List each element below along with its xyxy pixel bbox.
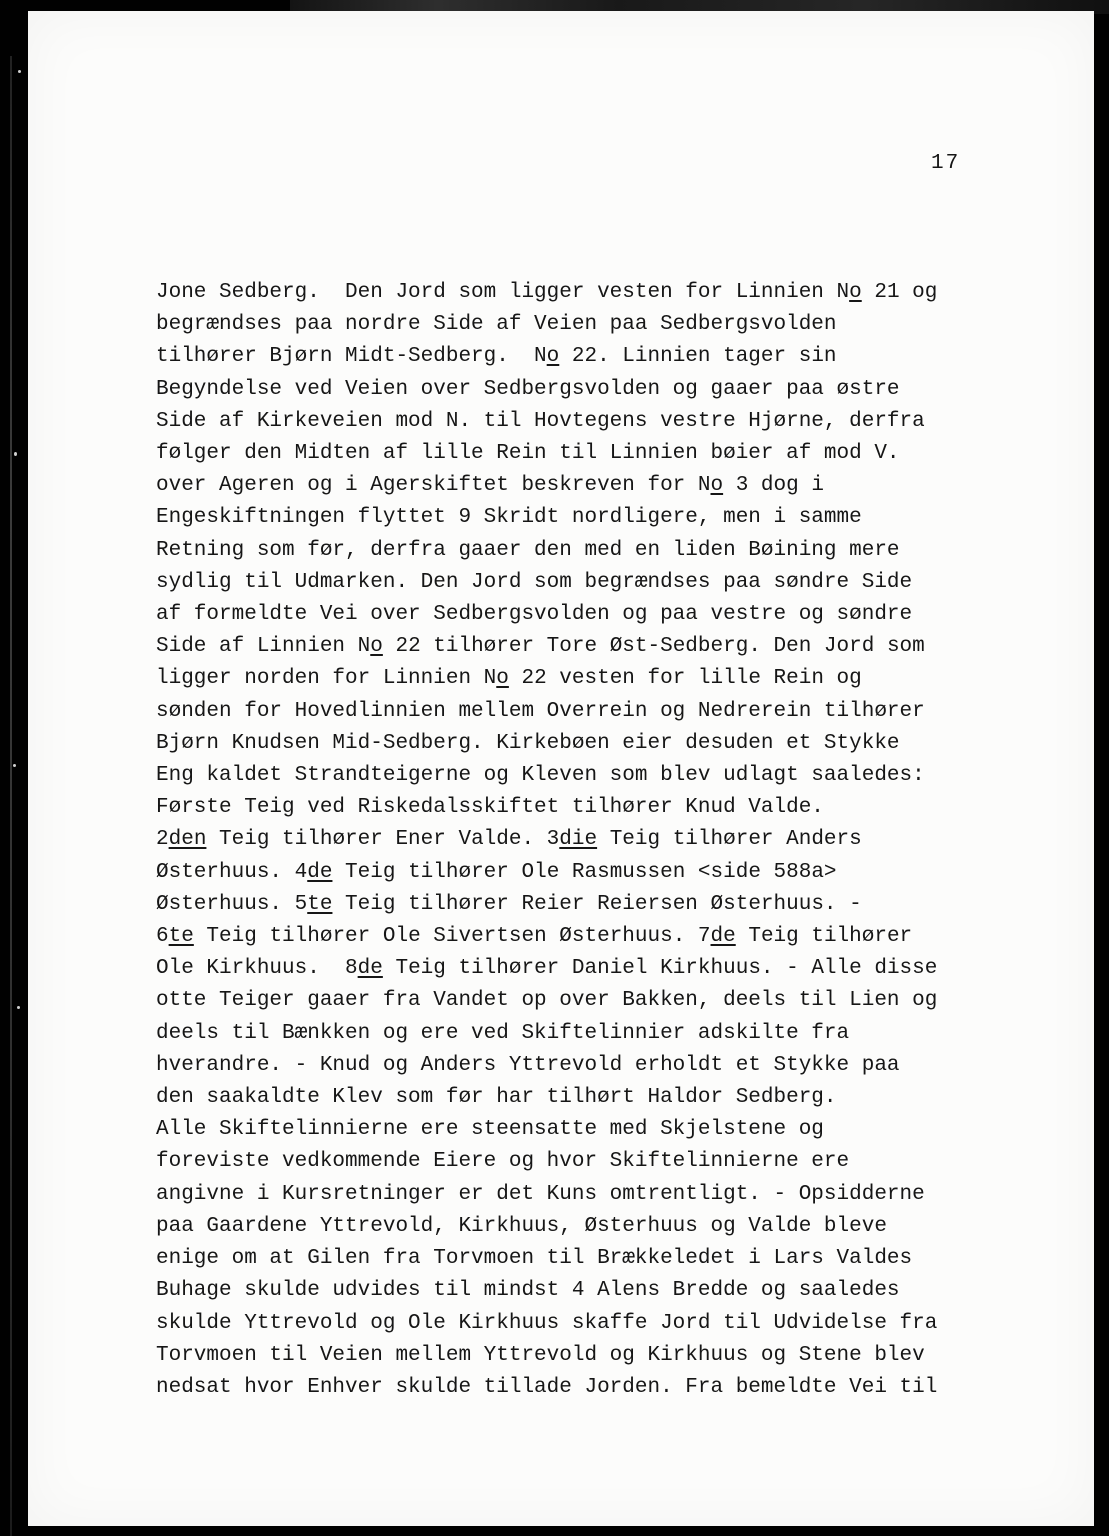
underlined-text: o: [370, 635, 383, 659]
underlined-text: te: [307, 892, 333, 916]
text-line: Begyndelse ved Veien over Sedbergsvolden og gaaer paa østre: [156, 377, 900, 401]
scan-artifact-speck: [13, 764, 16, 767]
text-line: nedsat hvor Enhver skulde tillade Jorden. Fra bemeldte Vei til: [156, 1375, 938, 1399]
page-number: 17: [931, 152, 961, 175]
scan-artifact-speck: [18, 70, 21, 73]
document-page: [28, 11, 1094, 1526]
text-line: tilhører Bjørn Midt-Sedberg. No 22. Linnien tager sin: [156, 345, 837, 369]
text-line: sydlig til Udmarken. Den Jord som begrændses paa søndre Side: [156, 570, 913, 594]
underlined-text: de: [307, 860, 333, 884]
text-line: Buhage skulde udvides til mindst 4 Alens Bredde og saaledes: [156, 1279, 900, 1303]
text-line: 6te Teig tilhører Ole Sivertsen Østerhuus. 7de Teig tilhører: [156, 925, 913, 949]
text-line: over Ageren og i Agerskiftet beskreven for No 3 dog i: [156, 474, 824, 498]
scan-artifact-speck: [17, 1006, 20, 1009]
scan-artifact-speck: [14, 452, 17, 456]
text-line: Engeskiftningen flyttet 9 Skridt nordligere, men i samme: [156, 506, 862, 530]
text-line: Østerhuus. 4de Teig tilhører Ole Rasmussen <side 588a>: [156, 860, 837, 884]
underlined-text: te: [168, 925, 194, 949]
text-line: enige om at Gilen fra Torvmoen til Brækkeledet i Lars Valdes: [156, 1247, 913, 1271]
text-line: angivne i Kursretninger er det Kuns omtrentligt. - Opsidderne: [156, 1182, 925, 1206]
document-text: [156, 277, 937, 1404]
underlined-text: o: [710, 474, 724, 498]
text-line: ligger norden for Linnien No 22 vesten for lille Rein og: [156, 667, 862, 691]
underlined-text: o: [546, 345, 560, 369]
text-line: Bjørn Knudsen Mid-Sedberg. Kirkebøen eier desuden et Stykke: [156, 731, 900, 755]
underlined-text: die: [559, 828, 598, 852]
text-line: følger den Midten af lille Rein til Linnien bøier af mod V.: [156, 442, 900, 466]
underlined-text: de: [357, 957, 383, 981]
text-line: 2den Teig tilhører Ener Valde. 3die Teig tilhører Anders: [156, 828, 862, 852]
text-line: Første Teig ved Riskedalsskiftet tilhører Knud Valde.: [156, 796, 824, 820]
text-line: af formeldte Vei over Sedbergsvolden og paa vestre og søndre: [156, 603, 913, 627]
text-line: Jone Sedberg. Den Jord som ligger vesten for Linnien No 21 og: [156, 281, 938, 304]
text-line: Torvmoen til Veien mellem Yttrevold og Kirkhuus og Stene blev: [156, 1343, 925, 1367]
text-line: Side af Linnien No 22 tilhører Tore Øst-Sedberg. Den Jord som: [156, 635, 925, 659]
underlined-text: o: [496, 667, 509, 691]
underlined-text: o: [849, 281, 862, 304]
underlined-text: de: [710, 925, 736, 949]
text-line: den saakaldte Klev som før har tilhørt Haldor Sedberg.: [156, 1086, 837, 1110]
text-line: otte Teiger gaaer fra Vandet op over Bakken, deels til Lien og: [156, 989, 938, 1013]
text-line: Eng kaldet Strandteigerne og Kleven som blev udlagt saaledes:: [156, 764, 925, 788]
text-line: Østerhuus. 5te Teig tilhører Reier Reiersen Østerhuus. -: [156, 892, 862, 916]
underlined-text: den: [168, 828, 207, 852]
text-line: paa Gaardene Yttrevold, Kirkhuus, Østerhuus og Valde bleve: [156, 1214, 887, 1238]
text-line: Alle Skiftelinnierne ere steensatte med Skjelstene og: [156, 1118, 824, 1142]
text-line: sønden for Hovedlinnien mellem Overrein og Nedrerein tilhører: [156, 699, 925, 723]
text-line: deels til Bænkken og ere ved Skiftelinnier adskilte fra: [156, 1021, 850, 1045]
text-line: hverandre. - Knud og Anders Yttrevold erholdt et Stykke paa: [156, 1053, 900, 1077]
text-line: Ole Kirkhuus. 8de Teig tilhører Daniel Kirkhuus. - Alle disse: [156, 957, 938, 981]
text-line: foreviste vedkommende Eiere og hvor Skiftelinnierne ere: [156, 1150, 850, 1174]
text-line: skulde Yttrevold og Ole Kirkhuus skaffe Jord til Udvidelse fra: [156, 1311, 938, 1335]
scan-artifact-edge-line: [10, 56, 12, 1536]
text-line: begrændses paa nordre Side af Veien paa Sedbergsvolden: [156, 313, 837, 337]
text-line: Side af Kirkeveien mod N. til Hovtegens vestre Hjørne, derfra: [156, 409, 925, 433]
text-line: Retning som før, derfra gaaer den med en liden Bøining mere: [156, 538, 900, 562]
